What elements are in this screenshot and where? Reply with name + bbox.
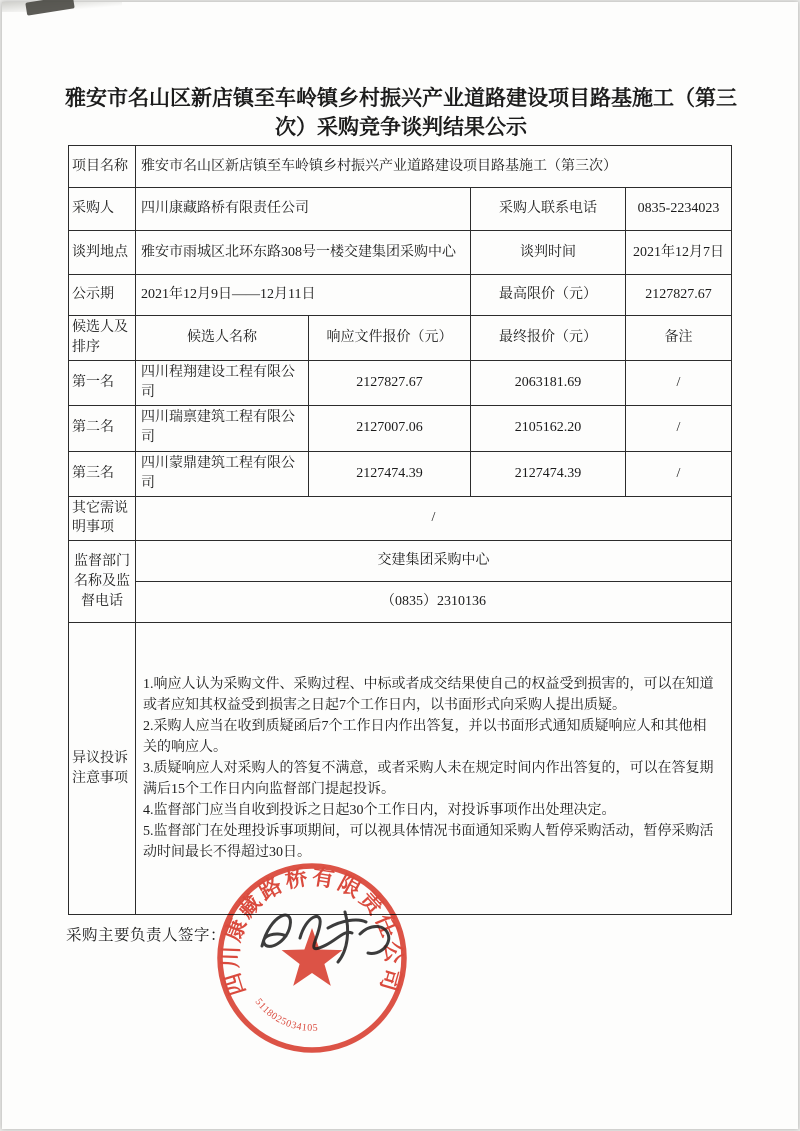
page-corner-artifact [25, 0, 74, 16]
seal-number-text: 5118025034105 [252, 996, 319, 1034]
candidate-1-rank: 第一名 [69, 360, 136, 405]
candidate-2-doc-price: 2127007.06 [309, 405, 471, 451]
doc-price-header: 响应文件报价（元） [309, 316, 471, 361]
table-row-candidate-2 [69, 405, 732, 451]
candidate-3-name: 四川蒙鼎建筑工程有限公司 [136, 451, 309, 496]
table-row-purchaser [69, 188, 732, 231]
objection-item-2: 2.采购人应当在收到质疑函后7个工作日内作出答复，并以书面形式通知质疑响应人和其他相关的响应人。 [143, 719, 707, 756]
purchaser-label: 采购人 [69, 188, 136, 231]
negotiation-place-value: 雅安市雨城区北环东路308号一楼交建集团采购中心 [136, 231, 471, 275]
purchaser-phone-value: 0835-2234023 [626, 188, 732, 231]
candidate-2-rank: 第二名 [69, 405, 136, 451]
candidate-2-name: 四川瑞禀建筑工程有限公司 [136, 405, 309, 451]
table-row-negotiation [69, 231, 732, 275]
candidate-2-note: / [626, 405, 732, 451]
table-row-supervisor-name [69, 541, 732, 582]
other-notes-value: / [136, 496, 732, 541]
negotiation-place-label: 谈判地点 [69, 231, 136, 275]
project-name-value: 雅安市名山区新店镇至车岭镇乡村振兴产业道路建设项目路基施工（第三次） [136, 146, 732, 188]
max-price-label: 最高限价（元） [471, 275, 626, 316]
other-notes-label: 其它需说明事项 [69, 496, 136, 541]
table-row-other-notes [69, 496, 732, 541]
table-row-project [69, 146, 732, 188]
candidate-rank-label: 候选人及排序 [69, 316, 136, 361]
candidate-name-header: 候选人名称 [136, 316, 309, 361]
candidate-1-name: 四川程翔建设工程有限公司 [136, 360, 309, 405]
objection-notice-label: 异议投诉注意事项 [69, 623, 136, 915]
scanned-document-page [2, 2, 798, 1129]
supervisor-name-value: 交建集团采购中心 [136, 541, 732, 582]
objection-item-4: 4.监督部门应当自收到投诉之日起30个工作日内，对投诉事项作出处理决定。 [143, 803, 616, 819]
purchaser-phone-label: 采购人联系电话 [471, 188, 626, 231]
signer-label: 采购主要负责人签字： [66, 927, 227, 944]
objection-item-5: 5.监督部门在处理投诉事项期间，可以视具体情况书面通知采购人暂停采购活动，暂停采购活动时间最长不得超过30日。 [143, 824, 714, 861]
negotiation-time-value: 2021年12月7日 [626, 231, 732, 275]
note-header: 备注 [626, 316, 732, 361]
project-name-label: 项目名称 [69, 146, 136, 188]
table-row-publicity [69, 275, 732, 316]
seal-company-text: 四川康藏路桥有限责任公司 [217, 863, 407, 999]
publicity-period-label: 公示期 [69, 275, 136, 316]
result-table [68, 145, 732, 915]
candidate-1-note: / [626, 360, 732, 405]
candidate-3-final-price: 2127474.39 [471, 451, 626, 496]
supervisor-label: 监督部门名称及监督电话 [69, 541, 136, 623]
document-title: 雅安市名山区新店镇至车岭镇乡村振兴产业道路建设项目路基施工（第三次）采购竞争谈判结果公示 [65, 86, 737, 139]
table-row-supervisor-phone [69, 582, 732, 623]
objection-item-1: 1.响应人认为采购文件、采购过程、中标或者成交结果使自己的权益受到损害的，可以在知道或者应知其权益受到损害之日起7个工作日内，以书面形式向采购人提出质疑。 [143, 677, 714, 714]
candidate-1-doc-price: 2127827.67 [309, 360, 471, 405]
candidate-3-note: / [626, 451, 732, 496]
table-row-candidate-1 [69, 360, 732, 405]
final-price-header: 最终报价（元） [471, 316, 626, 361]
negotiation-time-label: 谈判时间 [471, 231, 626, 275]
candidate-3-rank: 第三名 [69, 451, 136, 496]
supervisor-phone-value: （0835）2310136 [136, 582, 732, 623]
candidate-1-final-price: 2063181.69 [471, 360, 626, 405]
signature-graphic [250, 898, 410, 978]
purchaser-value: 四川康藏路桥有限责任公司 [136, 188, 471, 231]
publicity-period-value: 2021年12月9日——12月11日 [136, 275, 471, 316]
table-row-candidate-headers [69, 316, 732, 361]
candidate-2-final-price: 2105162.20 [471, 405, 626, 451]
max-price-value: 2127827.67 [626, 275, 732, 316]
candidate-3-doc-price: 2127474.39 [309, 451, 471, 496]
table-row-candidate-3 [69, 451, 732, 496]
objection-item-3: 3.质疑响应人对采购人的答复不满意，或者采购人未在规定时间内作出答复的，可以在答复期满后15个工作日内向监督部门提起投诉。 [143, 761, 714, 798]
